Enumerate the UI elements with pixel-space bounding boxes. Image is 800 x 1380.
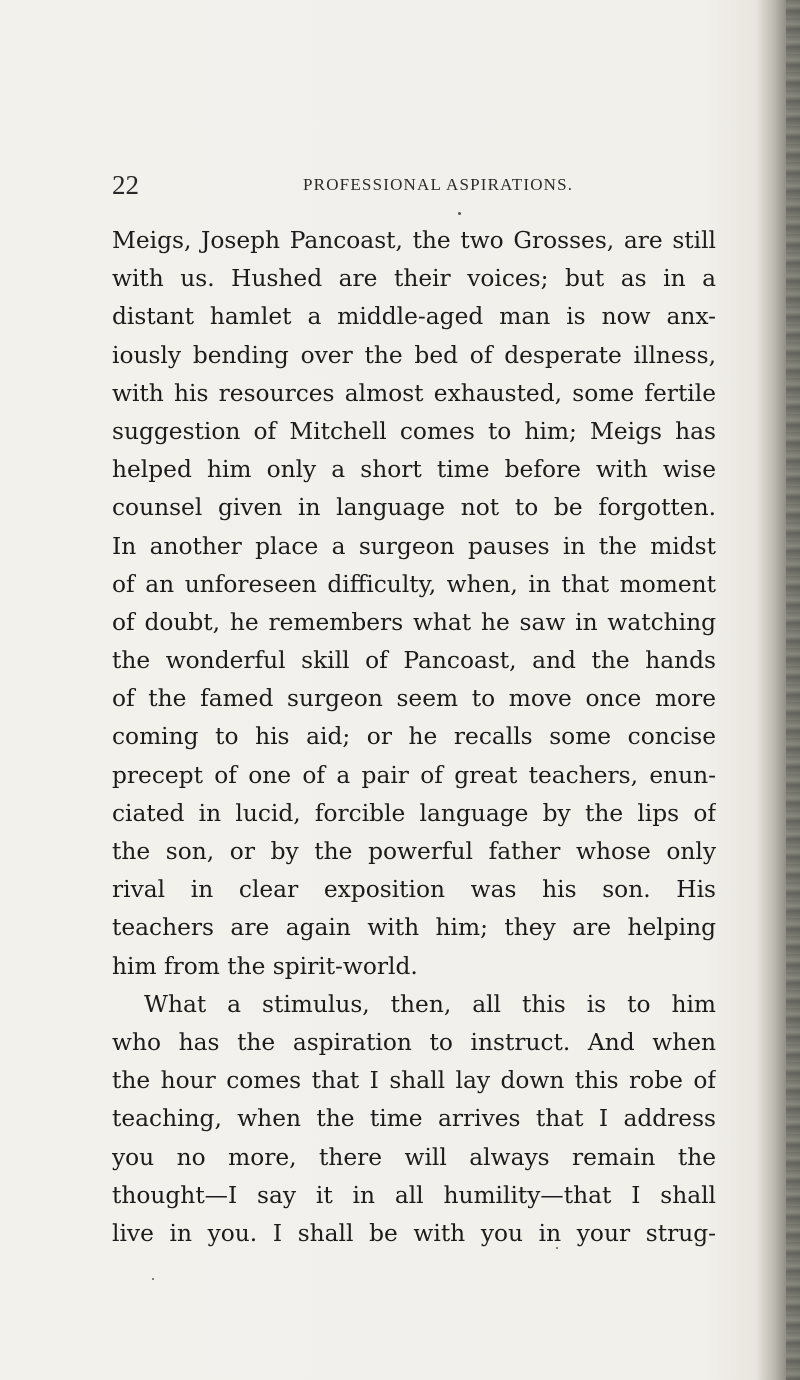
ink-speck — [458, 212, 461, 215]
text-line: In another place a surgeon pauses in the midst — [112, 532, 716, 560]
text-line: coming to his aid; or he recalls some concise — [112, 723, 716, 751]
text-line: precept of one of a pair of great teachers, enun- — [112, 761, 716, 789]
text-line: of the famed surgeon seem to move once more — [112, 685, 716, 713]
page-number: 22 — [112, 170, 139, 200]
text-line: distant hamlet a middle-aged man is now anx- — [112, 303, 716, 331]
text-line: of an unforeseen difficulty, when, in that moment — [112, 570, 716, 598]
text-line: of doubt, he remembers what he saw in watching — [112, 608, 716, 636]
text-line: rival in clear exposition was his son. His — [112, 876, 716, 904]
text-line: who has the aspiration to instruct. And when — [112, 1028, 716, 1056]
text-line: the hour comes that I shall lay down this robe of — [112, 1067, 716, 1095]
text-line: thought—I say it in all humility—that I shall — [112, 1181, 716, 1209]
text-line: with us. Hushed are their voices; but as in a — [112, 265, 716, 293]
text-line: counsel given in language not to be forgotten. — [112, 494, 716, 522]
text-line: live in you. I shall be with you in your strug- — [112, 1219, 716, 1247]
text-line: helped him only a short time before with wise — [112, 456, 716, 484]
text-line: teachers are again with him; they are helping — [112, 914, 716, 942]
text-line: suggestion of Mitchell comes to him; Meigs has — [112, 417, 716, 445]
text-line: ciated in lucid, forcible language by the lips of — [112, 799, 716, 827]
text-line: with his resources almost exhausted, some fertile — [112, 379, 716, 407]
running-head: PROFESSIONAL ASPIRATIONS. — [303, 175, 574, 194]
text-line: teaching, when the time arrives that I address — [112, 1105, 716, 1133]
ink-speck — [152, 1278, 154, 1280]
text-line: iously bending over the bed of desperate illness, — [112, 341, 716, 369]
text-line: What a stimulus, then, all this is to him — [144, 990, 716, 1018]
body-text — [112, 222, 716, 1253]
text-line: the wonderful skill of Pancoast, and the hands — [112, 647, 716, 675]
text-line: the son, or by the powerful father whose only — [112, 838, 716, 865]
text-line: you no more, there will always remain the — [112, 1143, 716, 1171]
text-line: Meigs, Joseph Pancoast, the two Grosses, are still — [112, 227, 716, 254]
text-line: him from the spirit-world. — [112, 952, 418, 980]
page-header — [112, 170, 716, 200]
binding-edge — [786, 0, 800, 1380]
